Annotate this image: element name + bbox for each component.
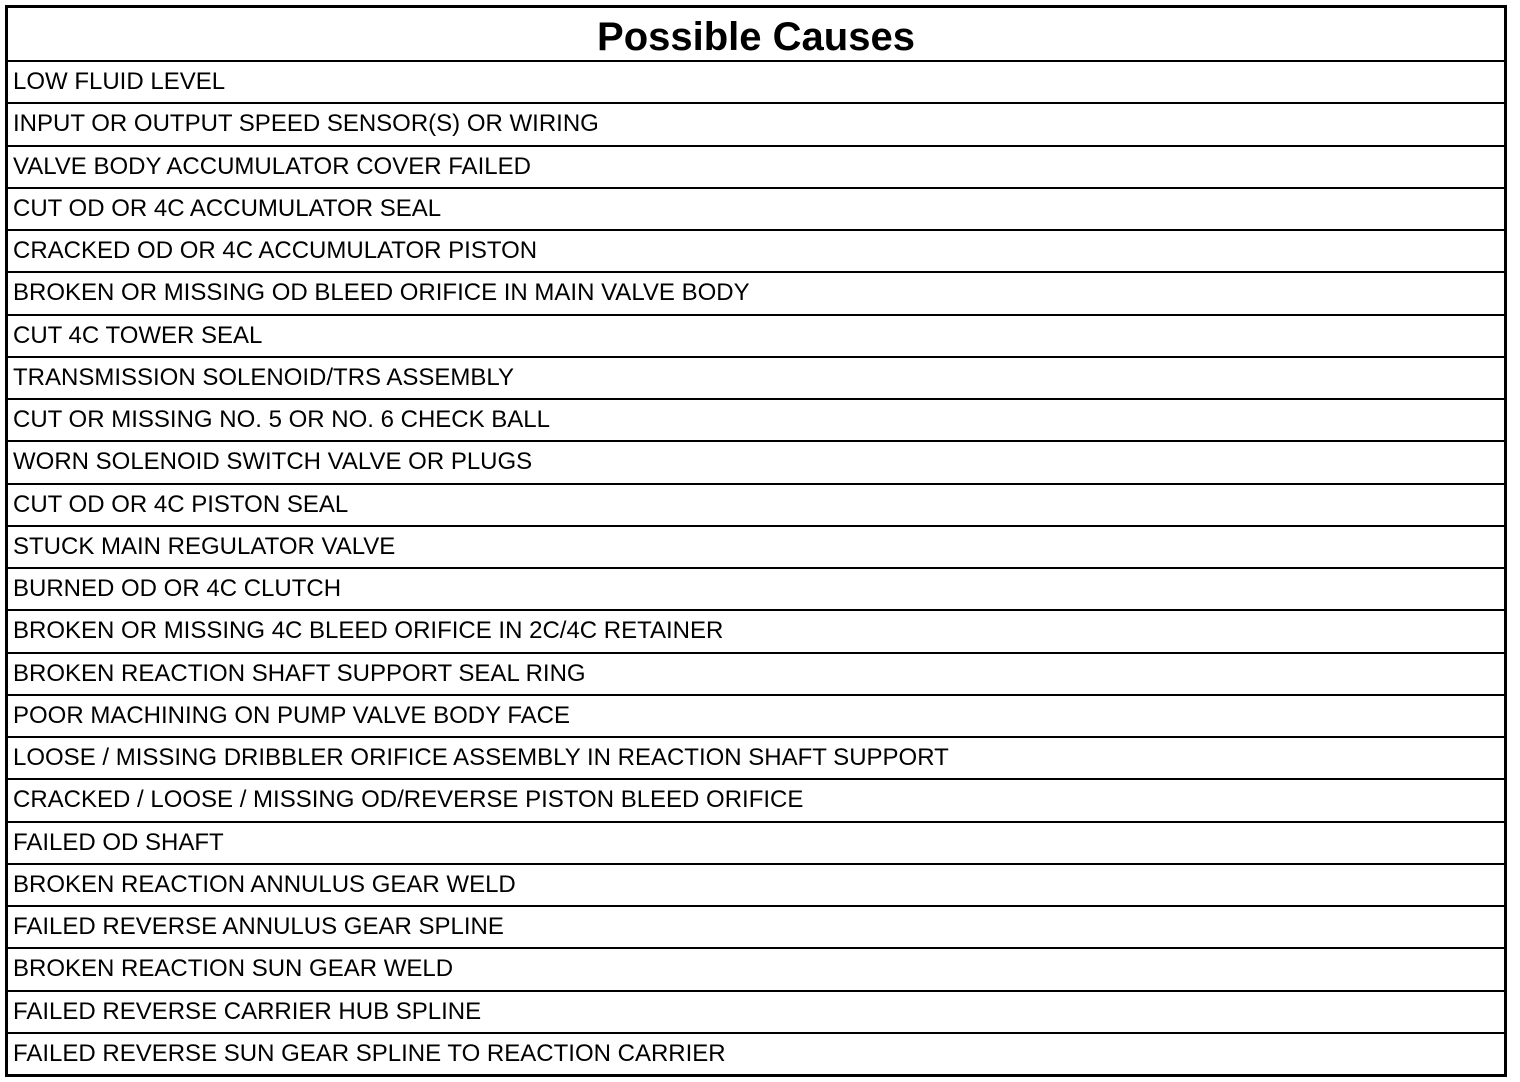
table-row: CRACKED / LOOSE / MISSING OD/REVERSE PISTON BLEED ORIFICE bbox=[8, 780, 1504, 822]
table-row: LOOSE / MISSING DRIBBLER ORIFICE ASSEMBLY IN REACTION SHAFT SUPPORT bbox=[8, 738, 1504, 780]
table-row: CUT OD OR 4C ACCUMULATOR SEAL bbox=[8, 189, 1504, 231]
possible-causes-table bbox=[5, 5, 1507, 1077]
table-row: BROKEN OR MISSING 4C BLEED ORIFICE IN 2C/4C RETAINER bbox=[8, 611, 1504, 653]
table-title: Possible Causes bbox=[597, 15, 915, 59]
table-row: CUT 4C TOWER SEAL bbox=[8, 316, 1504, 358]
table-body bbox=[8, 62, 1504, 1074]
table-row: FAILED REVERSE CARRIER HUB SPLINE bbox=[8, 992, 1504, 1034]
table-row: BURNED OD OR 4C CLUTCH bbox=[8, 569, 1504, 611]
table-row: STUCK MAIN REGULATOR VALVE bbox=[8, 527, 1504, 569]
table-row: WORN SOLENOID SWITCH VALVE OR PLUGS bbox=[8, 442, 1504, 484]
table-row: TRANSMISSION SOLENOID/TRS ASSEMBLY bbox=[8, 358, 1504, 400]
table-row: CUT OD OR 4C PISTON SEAL bbox=[8, 485, 1504, 527]
table-header bbox=[8, 8, 1504, 62]
table-row: POOR MACHINING ON PUMP VALVE BODY FACE bbox=[8, 696, 1504, 738]
table-row: CUT OR MISSING NO. 5 OR NO. 6 CHECK BALL bbox=[8, 400, 1504, 442]
table-row: FAILED REVERSE SUN GEAR SPLINE TO REACTION CARRIER bbox=[13, 1039, 726, 1067]
table-row: FAILED REVERSE ANNULUS GEAR SPLINE bbox=[8, 907, 1504, 949]
table-row: BROKEN REACTION SUN GEAR WELD bbox=[8, 949, 1504, 991]
table-row: LOW FLUID LEVEL bbox=[8, 62, 1504, 104]
table-row: BROKEN REACTION ANNULUS GEAR WELD bbox=[8, 865, 1504, 907]
table-row: VALVE BODY ACCUMULATOR COVER FAILED bbox=[8, 147, 1504, 189]
table-row: FAILED OD SHAFT bbox=[8, 823, 1504, 865]
table-row: BROKEN OR MISSING OD BLEED ORIFICE IN MAIN VALVE BODY bbox=[8, 273, 1504, 315]
table-row: INPUT OR OUTPUT SPEED SENSOR(S) OR WIRING bbox=[8, 104, 1504, 146]
table-row: CRACKED OD OR 4C ACCUMULATOR PISTON bbox=[8, 231, 1504, 273]
table-row: BROKEN REACTION SHAFT SUPPORT SEAL RING bbox=[8, 654, 1504, 696]
